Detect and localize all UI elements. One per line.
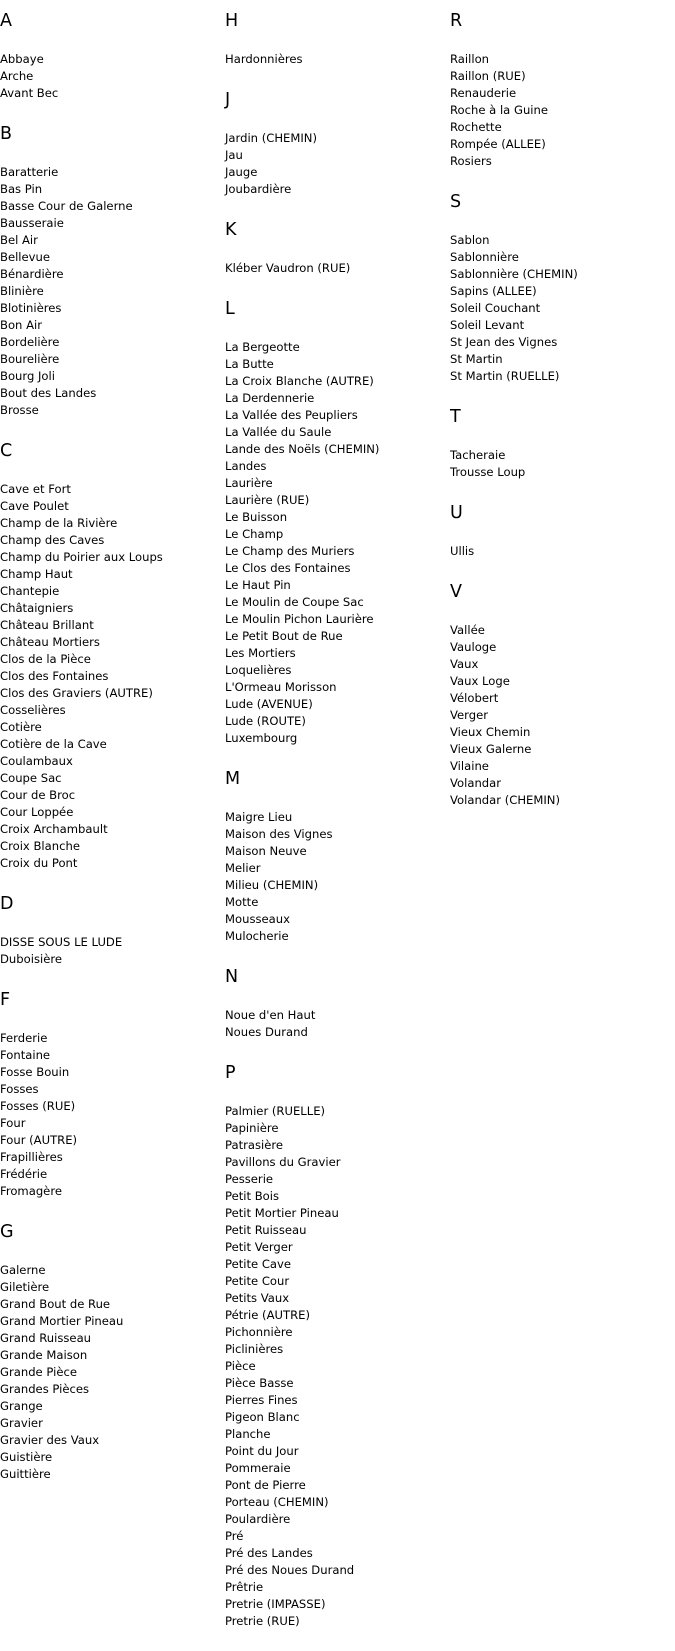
place-name-link[interactable]: Raillon (RUE): [450, 69, 526, 83]
place-name-link[interactable]: Patrasière: [225, 1138, 284, 1152]
place-name-link[interactable]: Blinière: [0, 284, 44, 298]
section-letter-heading: M: [225, 769, 241, 789]
place-name-link[interactable]: Roche à la Guine: [450, 103, 549, 117]
place-name-link[interactable]: Petit Ruisseau: [225, 1223, 307, 1237]
place-name-link[interactable]: La Bergeotte: [225, 340, 300, 354]
place-name-link[interactable]: Trousse Loup: [450, 465, 526, 479]
place-name-link[interactable]: La Croix Blanche (AUTRE): [225, 374, 374, 388]
place-name-link[interactable]: Grande Maison: [0, 1348, 88, 1362]
place-name-link[interactable]: Hardonnières: [225, 52, 303, 66]
place-name-link[interactable]: La Butte: [225, 357, 274, 371]
place-name-link[interactable]: Luxembourg: [225, 731, 298, 745]
place-name-link[interactable]: Noues Durand: [225, 1025, 308, 1039]
place-name-link[interactable]: Lude (AVENUE): [225, 697, 313, 711]
place-name-list: [225, 260, 450, 277]
place-name-link[interactable]: Croix du Pont: [0, 856, 78, 870]
place-name-link[interactable]: Pavillons du Gravier: [225, 1155, 341, 1169]
letter-section: [450, 502, 675, 560]
letter-section: [450, 581, 675, 809]
place-name-list: [450, 622, 675, 809]
place-name-link[interactable]: La Vallée du Saule: [225, 425, 332, 439]
place-name-link[interactable]: Noue d'en Haut: [225, 1008, 316, 1022]
letter-section: [0, 1221, 220, 1483]
place-name-link[interactable]: Croix Blanche: [0, 839, 80, 853]
letter-section: [0, 893, 220, 968]
place-name-link[interactable]: Gravier: [0, 1416, 43, 1430]
place-name-link[interactable]: Ullis: [450, 544, 475, 558]
place-name-link[interactable]: Petit Bois: [225, 1189, 280, 1203]
place-name-link[interactable]: Giletière: [0, 1280, 50, 1294]
letter-section: [0, 440, 220, 872]
place-name-link[interactable]: Avant Bec: [0, 86, 59, 100]
place-name-list: [450, 51, 675, 170]
place-name-link[interactable]: Petit Verger: [225, 1240, 293, 1254]
place-name-link[interactable]: Melier: [225, 861, 261, 875]
place-name-link[interactable]: Coupe Sac: [0, 771, 62, 785]
place-name-link[interactable]: La Vallée des Peupliers: [225, 408, 358, 422]
place-name-list: [225, 809, 450, 945]
place-name-link[interactable]: St Martin (RUELLE): [450, 369, 560, 383]
place-name-link[interactable]: Pont de Pierre: [225, 1478, 306, 1492]
place-name-link[interactable]: Bordelière: [0, 335, 60, 349]
place-name-link[interactable]: Château Mortiers: [0, 635, 100, 649]
place-name-link[interactable]: Le Moulin Pichon Laurière: [225, 612, 374, 626]
place-name-link[interactable]: Pesserie: [225, 1172, 274, 1186]
place-name-list: [450, 543, 675, 560]
section-letter-heading: S: [450, 192, 462, 212]
place-name-link[interactable]: Bon Air: [0, 318, 42, 332]
place-name-link[interactable]: Soleil Levant: [450, 318, 525, 332]
place-name-link[interactable]: Abbaye: [0, 52, 44, 66]
place-name-link[interactable]: Pigeon Blanc: [225, 1410, 300, 1424]
place-name-link[interactable]: Guistière: [0, 1450, 53, 1464]
place-name-link[interactable]: Bénardière: [0, 267, 64, 281]
place-name-link[interactable]: Poulardière: [225, 1512, 291, 1526]
place-name-link[interactable]: Clos des Graviers (AUTRE): [0, 686, 153, 700]
section-letter-heading: H: [225, 11, 239, 31]
place-name-link[interactable]: Grandes Pièces: [0, 1382, 90, 1396]
place-name-link[interactable]: Bellevue: [0, 250, 51, 264]
section-letter-heading: F: [0, 990, 11, 1010]
place-name-link[interactable]: St Jean des Vignes: [450, 335, 558, 349]
section-letter-heading: R: [450, 11, 463, 31]
place-name-link[interactable]: Landes: [225, 459, 267, 473]
place-name-link[interactable]: Maigre Lieu: [225, 810, 293, 824]
place-name-link[interactable]: Grand Ruisseau: [0, 1331, 92, 1345]
place-name-link[interactable]: Petit Mortier Pineau: [225, 1206, 339, 1220]
section-letter-heading: T: [450, 407, 461, 427]
column-3: [450, 10, 675, 830]
place-name-link[interactable]: Rompée (ALLEE): [450, 137, 546, 151]
place-name-link[interactable]: Bourg Joli: [0, 369, 55, 383]
letter-section: [0, 123, 220, 419]
place-name-link[interactable]: Baratterie: [0, 165, 59, 179]
place-name-link[interactable]: Pièce Basse: [225, 1376, 294, 1390]
place-name-link[interactable]: Pré: [225, 1529, 244, 1543]
place-name-link[interactable]: Rochette: [450, 120, 502, 134]
place-name-link[interactable]: Palmier (RUELLE): [225, 1104, 326, 1118]
place-name-link[interactable]: Verger: [450, 708, 488, 722]
letter-section: [225, 966, 450, 1041]
place-name-link[interactable]: Arche: [0, 69, 34, 83]
place-name-link[interactable]: Vieux Chemin: [450, 725, 531, 739]
place-name-link[interactable]: Pétrie (AUTRE): [225, 1308, 310, 1322]
place-name-link[interactable]: Porteau (CHEMIN): [225, 1495, 329, 1509]
place-name-link[interactable]: Le Champ: [225, 527, 284, 541]
place-name-link[interactable]: Châtaigniers: [0, 601, 74, 615]
section-letter-heading: N: [225, 967, 239, 987]
place-name-link[interactable]: Petits Vaux: [225, 1291, 290, 1305]
place-name-link[interactable]: Lande des Noëls (CHEMIN): [225, 442, 380, 456]
place-name-link[interactable]: Laurière (RUE): [225, 493, 310, 507]
place-name-link[interactable]: Pretrie (IMPASSE): [225, 1597, 326, 1611]
place-name-link[interactable]: Pommeraie: [225, 1461, 291, 1475]
place-name-link[interactable]: Grand Mortier Pineau: [0, 1314, 124, 1328]
letter-section: [450, 10, 675, 170]
place-name-link[interactable]: Cotière: [0, 720, 42, 734]
place-name-link[interactable]: Vieux Galerne: [450, 742, 532, 756]
place-name-link[interactable]: Fosse Bouin: [0, 1065, 70, 1079]
letter-section: [225, 298, 450, 747]
place-name-link[interactable]: Tacheraie: [450, 448, 506, 462]
place-name-link[interactable]: Kléber Vaudron (RUE): [225, 261, 351, 275]
place-name-link[interactable]: Le Petit Bout de Rue: [225, 629, 343, 643]
section-letter-heading: D: [0, 894, 14, 914]
place-name-link[interactable]: Bas Pin: [0, 182, 43, 196]
place-name-link[interactable]: Motte: [225, 895, 259, 909]
place-name-link[interactable]: Vauloge: [450, 640, 497, 654]
place-name-link[interactable]: Jauge: [225, 165, 258, 179]
place-name-link[interactable]: Piclinières: [225, 1342, 284, 1356]
place-name-link[interactable]: Point du Jour: [225, 1444, 299, 1458]
place-name-link[interactable]: Le Haut Pin: [225, 578, 291, 592]
place-name-link[interactable]: Vallée: [450, 623, 485, 637]
place-name-link[interactable]: Champ des Caves: [0, 533, 105, 547]
place-name-link[interactable]: DISSE SOUS LE LUDE: [0, 935, 123, 949]
place-name-link[interactable]: Pichonnière: [225, 1325, 293, 1339]
place-name-link[interactable]: Frédérie: [0, 1167, 48, 1181]
letter-section: [225, 1062, 450, 1630]
place-name-link[interactable]: Basse Cour de Galerne: [0, 199, 133, 213]
place-name-link[interactable]: Chantepie: [0, 584, 60, 598]
place-name-link[interactable]: Le Clos des Fontaines: [225, 561, 351, 575]
letter-section: [450, 191, 675, 385]
place-name-link[interactable]: Les Mortiers: [225, 646, 296, 660]
place-name-link[interactable]: Jardin (CHEMIN): [225, 131, 317, 145]
place-name-list: [225, 339, 450, 747]
section-letter-heading: J: [225, 90, 231, 110]
place-name-link[interactable]: Soleil Couchant: [450, 301, 541, 315]
place-name-link[interactable]: Duboisière: [0, 952, 62, 966]
place-name-link[interactable]: Cave Poulet: [0, 499, 69, 513]
place-name-list: [225, 130, 450, 198]
place-name-link[interactable]: Grand Bout de Rue: [0, 1297, 111, 1311]
place-name-link[interactable]: Pré des Landes: [225, 1546, 313, 1560]
place-name-link[interactable]: Brosse: [0, 403, 39, 417]
place-name-link[interactable]: L'Ormeau Morisson: [225, 680, 337, 694]
place-name-list: [450, 447, 675, 481]
section-letter-heading: P: [225, 1063, 236, 1083]
place-name-link[interactable]: Pretrie (RUE): [225, 1614, 300, 1628]
place-name-list: [0, 481, 220, 872]
place-name-link[interactable]: Rosiers: [450, 154, 492, 168]
place-name-link[interactable]: Grande Pièce: [0, 1365, 77, 1379]
place-name-link[interactable]: Frapillières: [0, 1150, 63, 1164]
place-name-link[interactable]: Pièce: [225, 1359, 256, 1373]
letter-section: [225, 219, 450, 277]
place-name-link[interactable]: Bourelière: [0, 352, 60, 366]
section-letter-heading: U: [450, 503, 463, 523]
letter-section: [225, 89, 450, 198]
place-name-link[interactable]: Maison des Vignes: [225, 827, 333, 841]
section-letter-heading: A: [0, 11, 12, 31]
place-name-link[interactable]: Champ Haut: [0, 567, 73, 581]
place-name-link[interactable]: Volandar (CHEMIN): [450, 793, 560, 807]
place-name-link[interactable]: Mulocherie: [225, 929, 289, 943]
place-name-link[interactable]: Renauderie: [450, 86, 517, 100]
place-name-link[interactable]: Fontaine: [0, 1048, 51, 1062]
place-name-link[interactable]: Bout des Landes: [0, 386, 97, 400]
place-name-link[interactable]: Four (AUTRE): [0, 1133, 78, 1147]
letter-section: [450, 406, 675, 481]
place-name-link[interactable]: Ferderie: [0, 1031, 48, 1045]
section-letter-heading: L: [225, 299, 235, 319]
place-name-link[interactable]: Croix Archambault: [0, 822, 108, 836]
place-name-list: [0, 1262, 220, 1483]
section-letter-heading: B: [0, 124, 13, 144]
place-name-link[interactable]: Vaux Loge: [450, 674, 510, 688]
place-name-list: [0, 164, 220, 419]
place-name-link[interactable]: Papinière: [225, 1121, 279, 1135]
place-name-list: [225, 1007, 450, 1041]
section-letter-heading: V: [450, 582, 462, 602]
place-name-link[interactable]: Coulambaux: [0, 754, 73, 768]
place-name-list: [225, 51, 450, 68]
letter-section: [225, 10, 450, 68]
place-name-list: [0, 51, 220, 102]
place-name-link[interactable]: Grange: [0, 1399, 43, 1413]
place-name-link[interactable]: Loquelières: [225, 663, 292, 677]
place-name-link[interactable]: Pierres Fines: [225, 1393, 298, 1407]
place-name-link[interactable]: St Martin: [450, 352, 503, 366]
place-name-link[interactable]: Cotière de la Cave: [0, 737, 107, 751]
column-2: [225, 10, 450, 1651]
place-name-link[interactable]: Sapins (ALLEE): [450, 284, 537, 298]
place-name-link[interactable]: Petite Cave: [225, 1257, 292, 1271]
place-name-link[interactable]: Sablonnière: [450, 250, 519, 264]
place-name-link[interactable]: Clos des Fontaines: [0, 669, 109, 683]
place-name-link[interactable]: Sablonnière (CHEMIN): [450, 267, 578, 281]
place-name-link[interactable]: Champ de la Rivière: [0, 516, 118, 530]
place-name-link[interactable]: Cave et Fort: [0, 482, 71, 496]
place-name-link[interactable]: Cour de Broc: [0, 788, 76, 802]
place-name-link[interactable]: Vélobert: [450, 691, 499, 705]
place-name-list: [225, 1103, 450, 1630]
place-name-link[interactable]: Galerne: [0, 1263, 46, 1277]
place-name-link[interactable]: Maison Neuve: [225, 844, 307, 858]
place-name-list: [450, 232, 675, 385]
place-name-link[interactable]: Joubardière: [225, 182, 292, 196]
place-name-link[interactable]: Raillon: [450, 52, 490, 66]
place-name-link[interactable]: Four: [0, 1116, 26, 1130]
place-name-link[interactable]: Jau: [225, 148, 243, 162]
place-name-link[interactable]: Vilaine: [450, 759, 489, 773]
place-name-link[interactable]: Cour Loppée: [0, 805, 74, 819]
place-name-link[interactable]: Milieu (CHEMIN): [225, 878, 319, 892]
place-name-link[interactable]: Gravier des Vaux: [0, 1433, 100, 1447]
place-name-link[interactable]: Bausseraie: [0, 216, 64, 230]
place-name-link[interactable]: Clos de la Pièce: [0, 652, 91, 666]
place-name-link[interactable]: Le Buisson: [225, 510, 288, 524]
place-name-link[interactable]: Fromagère: [0, 1184, 62, 1198]
place-name-link[interactable]: Fosses: [0, 1082, 39, 1096]
place-name-link[interactable]: Planche: [225, 1427, 271, 1441]
place-name-link[interactable]: Le Moulin de Coupe Sac: [225, 595, 364, 609]
place-name-link[interactable]: Prêtrie: [225, 1580, 264, 1594]
place-name-link[interactable]: Champ du Poirier aux Loups: [0, 550, 163, 564]
section-letter-heading: G: [0, 1222, 14, 1242]
place-name-link[interactable]: Sablon: [450, 233, 490, 247]
place-name-link[interactable]: Guittière: [0, 1467, 51, 1481]
place-name-link[interactable]: Laurière: [225, 476, 273, 490]
place-name-link[interactable]: Petite Cour: [225, 1274, 290, 1288]
section-letter-heading: C: [0, 441, 13, 461]
place-name-link[interactable]: Cosselières: [0, 703, 66, 717]
column-1: [0, 10, 220, 1504]
place-name-link[interactable]: Le Champ des Muriers: [225, 544, 355, 558]
place-name-link[interactable]: La Derdennerie: [225, 391, 315, 405]
place-name-link[interactable]: Volandar: [450, 776, 502, 790]
place-name-link[interactable]: Vaux: [450, 657, 479, 671]
place-name-link[interactable]: Fosses (RUE): [0, 1099, 76, 1113]
place-name-list: [0, 1030, 220, 1200]
section-letter-heading: K: [225, 220, 237, 240]
place-name-link[interactable]: Bel Air: [0, 233, 38, 247]
place-name-link[interactable]: Château Brillant: [0, 618, 94, 632]
letter-section: [0, 989, 220, 1200]
place-name-list: [0, 934, 220, 968]
place-name-link[interactable]: Pré des Noues Durand: [225, 1563, 355, 1577]
place-name-link[interactable]: Blotinières: [0, 301, 62, 315]
place-name-link[interactable]: Lude (ROUTE): [225, 714, 306, 728]
place-name-link[interactable]: Mousseaux: [225, 912, 290, 926]
letter-section: [0, 10, 220, 102]
letter-section: [225, 768, 450, 945]
